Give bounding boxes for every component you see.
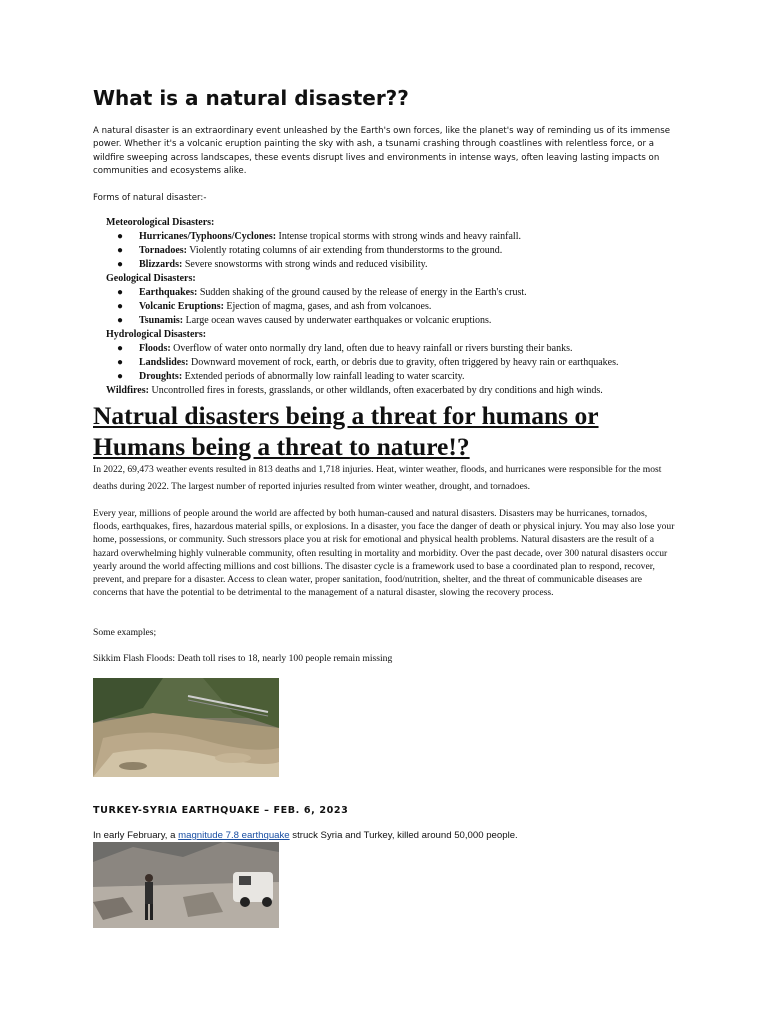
bullet-icon: ● bbox=[117, 315, 124, 326]
list-item: ● Droughts: Extended periods of abnormally low rainfall leading to water scarcity. bbox=[117, 371, 465, 382]
disasters-paragraph: Every year, millions of people around the world are affected by both human-caused and natural disasters. Disasters may be hurricanes, tornados, floods, earthquakes, fires, hazardous material spills, or explosions. In a disaster, you face the danger of death or physical injury. You may also lose your home, possessions, or community. Such stressors place you at risk for emotional and physical health problems. Natural disasters are the result of a hazard overwhelming highly vulnerable community, often resulting in mortality and morbidity. Over the past decade, over 300 natural disasters occur yearly around the world affecting millions and cost billions. The disaster cycle is a framework used to base a coordinated plan to respond, recover, prevent, and prepare for a disaster. Access to clean water, proper sanitation, food/nutrition, shelter, and the threat of communicable diseases are concerns that have the potential to be detrimental to the management of a natural disaster, slowing the recovery process. bbox=[93, 508, 675, 599]
list-item: ● Landslides: Downward movement of rock, earth, or debris due to gravity, often triggered by heavy rain or earthquakes. bbox=[117, 357, 619, 368]
page-title: What is a natural disaster?? bbox=[93, 86, 409, 110]
category-list bbox=[106, 286, 686, 328]
intro-paragraph: A natural disaster is an extraordinary event unleashed by the Earth's own forces, like the planet's way of reminding us of its immense power. Whether it's a volcanic eruption painting the sky with ash, a tsunami crashing through coastlines with relentless force, or a wildfire sweeping across landscapes, these events disrupt lives and environments in intense ways, often leaving lasting impacts on communities and ecosystems alike. bbox=[93, 126, 671, 177]
bullet-icon: ● bbox=[117, 343, 124, 354]
list-item: ● Earthquakes: Sudden shaking of the ground caused by the release of energy in the Earth's crust. bbox=[117, 287, 527, 298]
forms-label: Forms of natural disaster:- bbox=[93, 193, 207, 203]
list-item: ● Floods: Overflow of water onto normally dry land, often due to heavy rainfall or rivers bursting their banks. bbox=[117, 343, 573, 354]
category-title: Geological Disasters: bbox=[106, 273, 196, 284]
bullet-icon: ● bbox=[117, 287, 124, 298]
bullet-icon: ● bbox=[117, 259, 124, 270]
stats-paragraph: In 2022, 69,473 weather events resulted in 813 deaths and 1,718 injuries. Heat, winter weather, floods, and hurricanes were responsible for the most deaths during 2022. The largest number of reported injuries resulted from winter weather, drought, and tornadoes. bbox=[93, 464, 662, 492]
turkey-earthquake-photo bbox=[93, 842, 279, 928]
turkey-heading: TURKEY-SYRIA EARTHQUAKE – FEB. 6, 2023 bbox=[93, 805, 349, 816]
earthquake-link[interactable]: magnitude 7.8 earthquake bbox=[178, 830, 290, 841]
sikkim-flood-photo bbox=[93, 678, 279, 777]
bullet-icon: ● bbox=[117, 231, 124, 242]
category-title: Hydrological Disasters: bbox=[106, 329, 207, 340]
section-heading: Natrual disasters being a threat for humans or Humans being a threat to nature!? bbox=[93, 401, 599, 461]
list-item: ● Volcanic Eruptions: Ejection of magma, gases, and ash from volcanoes. bbox=[117, 301, 432, 312]
list-item: ● Tsunamis: Large ocean waves caused by underwater earthquakes or volcanic eruptions. bbox=[117, 315, 492, 326]
wildfires-line: Wildfires: Uncontrolled fires in forests, grasslands, or other wildlands, often exacerbated by dry conditions and high winds. bbox=[106, 385, 603, 396]
list-item: ● Hurricanes/Typhoons/Cyclones: Intense tropical storms with strong winds and heavy rainfall. bbox=[117, 231, 521, 242]
sikkim-caption: Sikkim Flash Floods: Death toll rises to 18, nearly 100 people remain missing bbox=[93, 653, 393, 664]
disaster-categories bbox=[106, 216, 686, 398]
turkey-paragraph: In early February, a magnitude 7.8 earthquake struck Syria and Turkey, killed around 50,000 people. bbox=[93, 830, 518, 841]
category-title: Meteorological Disasters: bbox=[106, 217, 215, 228]
category-list bbox=[106, 342, 686, 384]
bullet-icon: ● bbox=[117, 371, 124, 382]
bullet-icon: ● bbox=[117, 245, 124, 256]
bullet-icon: ● bbox=[117, 301, 124, 312]
list-item: ● Blizzards: Severe snowstorms with strong winds and reduced visibility. bbox=[117, 259, 428, 270]
bullet-icon: ● bbox=[117, 357, 124, 368]
list-item: ● Tornadoes: Violently rotating columns of air extending from thunderstorms to the ground. bbox=[117, 245, 503, 256]
category-list bbox=[106, 230, 686, 272]
examples-label: Some examples; bbox=[93, 627, 157, 638]
